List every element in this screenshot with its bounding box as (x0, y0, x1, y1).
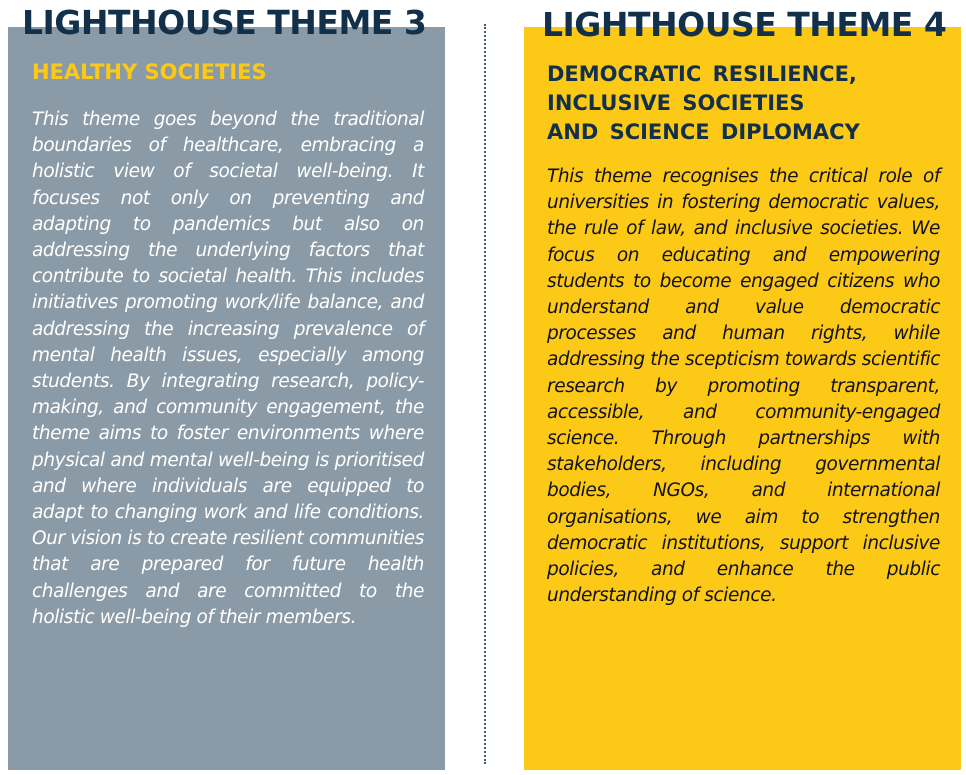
theme-4-subheading: DEMOCRATIC RESILIENCE, INCLUSIVE SOCIETIES AND SCIENCE DIPLOMACY (547, 62, 860, 144)
theme-3-subheading: HEALTHY SOCIETIES (32, 60, 267, 84)
theme-4-description: This theme recognises the critical role of universities in fostering democratic values, the rule of law, and inclusive societies. We focus on educating and empowering students to become engaged citizens who understand and value democratic processes and human rights, while addressing the scepticism towards scientific research by promoting transparent, accessible, and community-engaged science. Through partnerships with stakeholders, including governmental bodies, NGOs, and international organisations, we aim to strengthen democratic institutions, support inclusive policies, and enhance the public understanding of science. (547, 166, 940, 607)
theme-3-title: LIGHTHOUSE THEME 3 (22, 3, 427, 42)
theme-4-title: LIGHTHOUSE THEME 4 (542, 5, 947, 44)
dotted-divider (484, 24, 486, 764)
theme-3-description: This theme goes beyond the traditional boundaries of healthcare, embracing a holistic view of societal well-being. It focuses not only on preventing and adapting to pandemics but also on addressing the underlying factors that contribute to societal health. This includes initiatives promoting work/life balance, and addressing the increasing prevalence of mental health issues, especially among students. By integrating research, policy-making, and community engagement, the theme aims to foster environments where physical and mental well-being is prioritised and where individuals are equipped to adapt to changing work and life conditions. Our vision is to create resilient communities that are prepared for future health challenges and are committed to the holistic well-being of their members. (32, 109, 424, 628)
